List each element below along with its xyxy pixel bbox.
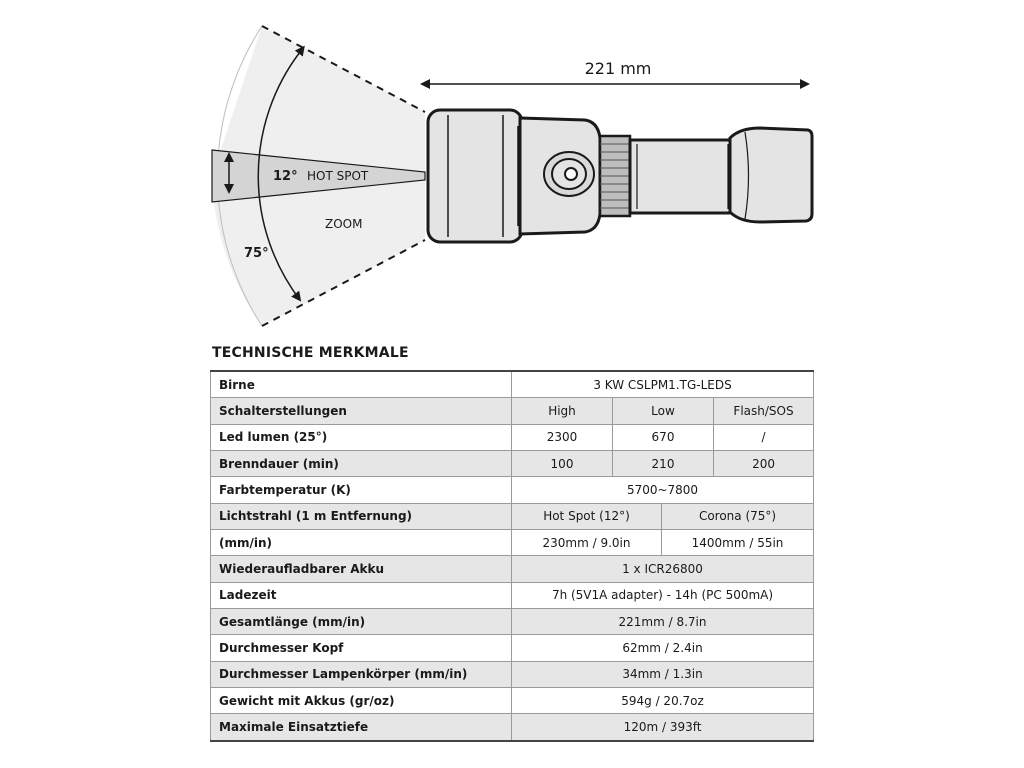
spec-label: Farbtemperatur (K) xyxy=(211,477,512,503)
spec-value: 3 KW CSLPM1.TG-LEDS xyxy=(512,371,814,398)
spec-value: 5700~7800 xyxy=(512,477,814,503)
section-title: TECHNISCHE MERKMALE xyxy=(212,345,409,361)
spec-label: Durchmesser Lampenkörper (mm/in) xyxy=(211,661,512,687)
table-row xyxy=(211,371,814,398)
spec-label: Durchmesser Kopf xyxy=(211,635,512,661)
spec-label: Gewicht mit Akkus (gr/oz) xyxy=(211,688,512,714)
spec-label: Gesamtlänge (mm/in) xyxy=(211,609,512,635)
spec-value: Flash/SOS xyxy=(714,398,814,424)
hotspot-label: HOT SPOT xyxy=(307,169,369,183)
table-row xyxy=(211,556,814,582)
table-row xyxy=(211,582,814,608)
spec-value: 221mm / 8.7in xyxy=(512,609,814,635)
table-row xyxy=(211,688,814,714)
spec-value: 100 xyxy=(512,451,613,477)
table-row xyxy=(211,398,814,424)
spec-label: (mm/in) xyxy=(211,530,512,556)
spec-value: 34mm / 1.3in xyxy=(512,661,814,687)
flashlight-tail xyxy=(730,128,812,222)
spec-value: 62mm / 2.4in xyxy=(512,635,814,661)
table-row xyxy=(211,714,814,741)
specs-table xyxy=(210,370,814,742)
spec-value: Corona (75°) xyxy=(662,503,814,529)
spec-value: 2300 xyxy=(512,424,613,450)
table-row xyxy=(211,530,814,556)
spec-value: 200 xyxy=(714,451,814,477)
spec-value: 1400mm / 55in xyxy=(662,530,814,556)
table-row xyxy=(211,635,814,661)
table-row xyxy=(211,609,814,635)
spec-value: / xyxy=(714,424,814,450)
table-row xyxy=(211,503,814,529)
flashlight xyxy=(428,110,812,242)
table-row xyxy=(211,477,814,503)
spec-value: 670 xyxy=(613,424,714,450)
spec-value: Low xyxy=(613,398,714,424)
flashlight-body xyxy=(630,140,732,213)
spec-label: Maximale Einsatztiefe xyxy=(211,714,512,741)
spec-label: Led lumen (25°) xyxy=(211,424,512,450)
spec-value: 230mm / 9.0in xyxy=(512,530,662,556)
table-row xyxy=(211,451,814,477)
spec-value: 7h (5V1A adapter) - 14h (PC 500mA) xyxy=(512,582,814,608)
length-label: 221 mm xyxy=(584,59,652,78)
flashlight-diagram xyxy=(0,0,1024,340)
flashlight-head xyxy=(428,110,522,242)
spec-label: Schalterstellungen xyxy=(211,398,512,424)
spec-value: 594g / 20.7oz xyxy=(512,688,814,714)
table-row xyxy=(211,424,814,450)
spec-value: Hot Spot (12°) xyxy=(512,503,662,529)
spec-value: 1 x ICR26800 xyxy=(512,556,814,582)
zoom-angle-label: 75° xyxy=(244,246,269,261)
hotspot-angle-label: 12° xyxy=(273,169,298,184)
spec-value: High xyxy=(512,398,613,424)
spec-label: Lichtstrahl (1 m Entfernung) xyxy=(211,503,512,529)
spec-value: 210 xyxy=(613,451,714,477)
spec-label: Wiederaufladbarer Akku xyxy=(211,556,512,582)
table-row xyxy=(211,661,814,687)
spec-label: Birne xyxy=(211,371,512,398)
zoom-label: ZOOM xyxy=(325,217,363,231)
spec-label: Brenndauer (min) xyxy=(211,451,512,477)
spec-label: Ladezeit xyxy=(211,582,512,608)
spec-value: 120m / 393ft xyxy=(512,714,814,741)
